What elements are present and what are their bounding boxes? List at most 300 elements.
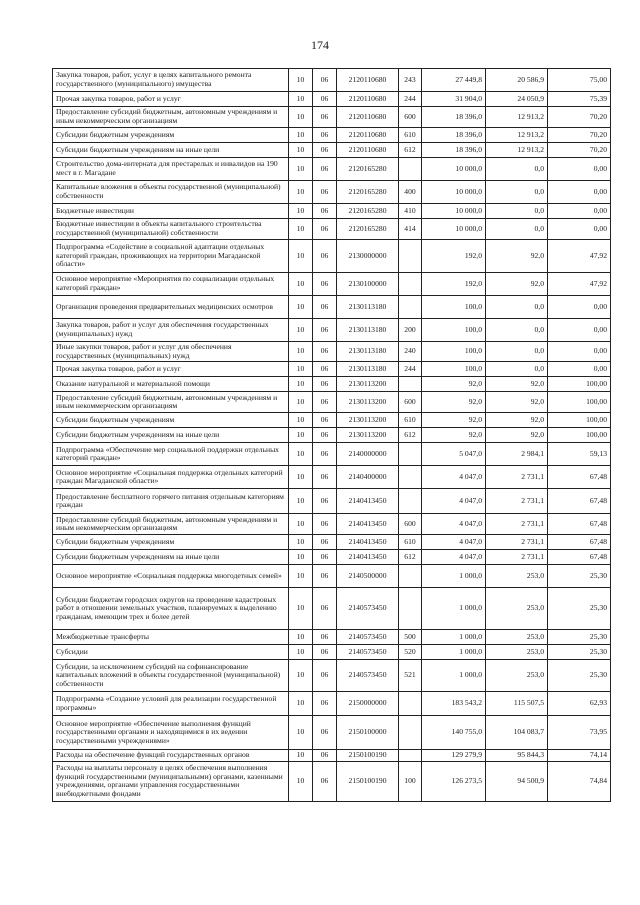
row-name-cell: Основное мероприятие «Социальная поддержка многодетных семей» [53,565,289,588]
table-row [53,565,611,588]
table-row [53,645,611,660]
row-pct-cell: 70,20 [548,128,611,143]
table-row [53,413,611,428]
row-vr-cell: 612 [399,550,422,565]
row-plan-cell: 129 279,9 [422,750,486,762]
row-pct-cell: 0,00 [548,219,611,240]
row-vr-cell [399,489,422,514]
row-pr-cell: 06 [313,392,337,413]
table-row [53,466,611,489]
row-fact-cell: 95 844,3 [486,750,548,762]
table-row [53,443,611,466]
row-plan-cell: 4 047,0 [422,550,486,565]
table-row [53,489,611,514]
row-name-cell: Предоставление субсидий бюджетным, автономным учреждениям и иным некоммерческим организациям [53,514,289,535]
row-fact-cell: 92,0 [486,377,548,392]
row-rz-cell: 10 [289,296,313,319]
row-plan-cell: 4 047,0 [422,489,486,514]
row-pr-cell: 06 [313,588,337,630]
row-cs-cell: 2140573450 [337,630,399,645]
row-vr-cell [399,377,422,392]
row-rz-cell: 10 [289,660,313,692]
row-vr-cell: 414 [399,219,422,240]
row-fact-cell: 0,0 [486,319,548,342]
row-plan-cell: 27 449,8 [422,69,486,92]
row-rz-cell: 10 [289,273,313,296]
row-rz-cell: 10 [289,761,313,801]
row-plan-cell: 100,0 [422,342,486,362]
row-fact-cell: 12 913,2 [486,128,548,143]
row-pr-cell: 06 [313,319,337,342]
row-plan-cell: 18 396,0 [422,107,486,128]
row-pct-cell: 100,00 [548,377,611,392]
row-fact-cell: 0,0 [486,204,548,219]
row-fact-cell: 12 913,2 [486,107,548,128]
row-fact-cell: 2 731,1 [486,514,548,535]
table-row [53,630,611,645]
row-name-cell: Организация проведения предварительных медицинских осмотров [53,296,289,319]
row-rz-cell: 10 [289,466,313,489]
row-cs-cell: 2130113180 [337,342,399,362]
row-pr-cell: 06 [313,219,337,240]
row-pct-cell: 0,00 [548,362,611,377]
row-plan-cell: 1 000,0 [422,630,486,645]
row-fact-cell: 92,0 [486,273,548,296]
row-plan-cell: 140 755,0 [422,716,486,750]
row-fact-cell: 92,0 [486,413,548,428]
row-vr-cell: 200 [399,319,422,342]
row-rz-cell: 10 [289,514,313,535]
row-plan-cell: 1 000,0 [422,588,486,630]
row-pr-cell: 06 [313,143,337,158]
row-fact-cell: 92,0 [486,240,548,273]
row-name-cell: Строительство дома-интерната для престарелых и инвалидов на 190 мест в г. Магадане [53,158,289,181]
row-plan-cell: 1 000,0 [422,565,486,588]
row-plan-cell: 18 396,0 [422,128,486,143]
row-cs-cell: 2150000000 [337,692,399,716]
row-rz-cell: 10 [289,342,313,362]
row-name-cell: Прочая закупка товаров, работ и услуг [53,362,289,377]
row-pct-cell: 74,14 [548,750,611,762]
table-row [53,588,611,630]
table-row [53,377,611,392]
table-row [53,296,611,319]
row-pr-cell: 06 [313,69,337,92]
row-plan-cell: 1 000,0 [422,645,486,660]
row-pr-cell: 06 [313,660,337,692]
row-vr-cell [399,296,422,319]
row-pct-cell: 0,00 [548,319,611,342]
row-fact-cell: 0,0 [486,181,548,204]
page-number: 174 [311,38,329,52]
row-pr-cell: 06 [313,296,337,319]
row-cs-cell: 2130100000 [337,273,399,296]
row-rz-cell: 10 [289,392,313,413]
row-vr-cell: 610 [399,535,422,550]
row-rz-cell: 10 [289,128,313,143]
row-rz-cell: 10 [289,240,313,273]
row-cs-cell: 2150100000 [337,716,399,750]
row-name-cell: Капитальные вложения в объекты государственной (муниципальной) собственности [53,181,289,204]
row-rz-cell: 10 [289,588,313,630]
table-row [53,692,611,716]
row-cs-cell: 2120165280 [337,219,399,240]
row-name-cell: Расходы на обеспечение функций государственных органов [53,750,289,762]
row-pr-cell: 06 [313,240,337,273]
row-rz-cell: 10 [289,716,313,750]
row-fact-cell: 253,0 [486,660,548,692]
row-name-cell: Бюджетные инвестиции [53,204,289,219]
row-pct-cell: 0,00 [548,342,611,362]
row-fact-cell: 2 984,1 [486,443,548,466]
row-pr-cell: 06 [313,428,337,443]
row-name-cell: Закупка товаров, работ, услуг в целях капитального ремонта государственного (муниципального) имущества [53,69,289,92]
row-fact-cell: 2 731,1 [486,550,548,565]
row-vr-cell: 610 [399,128,422,143]
row-fact-cell: 92,0 [486,428,548,443]
row-pr-cell: 06 [313,204,337,219]
row-plan-cell: 10 000,0 [422,158,486,181]
row-rz-cell: 10 [289,92,313,107]
row-plan-cell: 92,0 [422,377,486,392]
row-vr-cell [399,588,422,630]
row-pr-cell: 06 [313,514,337,535]
row-vr-cell: 520 [399,645,422,660]
row-name-cell: Бюджетные инвестиции в объекты капитального строительства государственной (муниципальной) собственности [53,219,289,240]
row-pr-cell: 06 [313,750,337,762]
row-vr-cell: 240 [399,342,422,362]
row-pct-cell: 25,30 [548,660,611,692]
row-rz-cell: 10 [289,428,313,443]
row-vr-cell [399,716,422,750]
row-vr-cell: 600 [399,514,422,535]
row-cs-cell: 2120165280 [337,181,399,204]
table-row [53,392,611,413]
row-plan-cell: 1 000,0 [422,660,486,692]
row-plan-cell: 100,0 [422,362,486,377]
row-pr-cell: 06 [313,181,337,204]
row-name-cell: Предоставление субсидий бюджетным, автономным учреждениям и иным некоммерческим организациям [53,107,289,128]
row-rz-cell: 10 [289,750,313,762]
row-vr-cell: 244 [399,92,422,107]
row-cs-cell: 2140413450 [337,535,399,550]
row-plan-cell: 192,0 [422,240,486,273]
row-rz-cell: 10 [289,143,313,158]
row-vr-cell: 100 [399,761,422,801]
row-rz-cell: 10 [289,630,313,645]
row-pct-cell: 0,00 [548,181,611,204]
row-fact-cell: 20 586,9 [486,69,548,92]
budget-table [52,68,611,802]
table-row [53,204,611,219]
row-cs-cell: 2130113180 [337,362,399,377]
row-fact-cell: 2 731,1 [486,535,548,550]
row-pr-cell: 06 [313,413,337,428]
row-rz-cell: 10 [289,69,313,92]
table-row [53,750,611,762]
row-fact-cell: 2 731,1 [486,489,548,514]
row-pr-cell: 06 [313,342,337,362]
row-cs-cell: 2130113200 [337,377,399,392]
row-pct-cell: 0,00 [548,204,611,219]
row-name-cell: Межбюджетные трансферты [53,630,289,645]
table-row [53,342,611,362]
table-row [53,428,611,443]
row-cs-cell: 2140413450 [337,489,399,514]
row-cs-cell: 2130113200 [337,428,399,443]
row-cs-cell: 2140573450 [337,645,399,660]
row-vr-cell: 243 [399,69,422,92]
row-pr-cell: 06 [313,443,337,466]
row-plan-cell: 183 543,2 [422,692,486,716]
row-cs-cell: 2140413450 [337,514,399,535]
row-pct-cell: 62,93 [548,692,611,716]
row-cs-cell: 2120110680 [337,107,399,128]
row-pr-cell: 06 [313,158,337,181]
row-cs-cell: 2150100190 [337,750,399,762]
row-plan-cell: 31 904,0 [422,92,486,107]
row-rz-cell: 10 [289,550,313,565]
row-name-cell: Подпрограмма «Обеспечение мер социальной поддержки отдельных категорий граждан» [53,443,289,466]
row-rz-cell: 10 [289,413,313,428]
row-vr-cell: 500 [399,630,422,645]
row-pct-cell: 67,48 [548,550,611,565]
table-row [53,181,611,204]
row-pct-cell: 25,30 [548,565,611,588]
row-fact-cell: 2 731,1 [486,466,548,489]
row-plan-cell: 92,0 [422,392,486,413]
table-row [53,362,611,377]
row-name-cell: Субсидии, за исключением субсидий на софинансирование капитальных вложений в объекты государственной (муниципальной) собственности [53,660,289,692]
row-plan-cell: 4 047,0 [422,514,486,535]
row-fact-cell: 12 913,2 [486,143,548,158]
row-pr-cell: 06 [313,466,337,489]
row-name-cell: Прочая закупка товаров, работ и услуг [53,92,289,107]
row-pr-cell: 06 [313,716,337,750]
row-fact-cell: 0,0 [486,362,548,377]
table-row [53,92,611,107]
row-pr-cell: 06 [313,489,337,514]
row-name-cell: Субсидии бюджетным учреждениям [53,128,289,143]
row-name-cell: Субсидии [53,645,289,660]
row-name-cell: Основное мероприятие «Социальная поддержка отдельных категорий граждан Магаданской области» [53,466,289,489]
row-fact-cell: 94 500,9 [486,761,548,801]
row-fact-cell: 253,0 [486,645,548,660]
row-pr-cell: 06 [313,362,337,377]
row-plan-cell: 192,0 [422,273,486,296]
row-cs-cell: 2120165280 [337,204,399,219]
row-cs-cell: 2120165280 [337,158,399,181]
row-pct-cell: 70,20 [548,107,611,128]
row-plan-cell: 100,0 [422,296,486,319]
row-pct-cell: 70,20 [548,143,611,158]
row-pr-cell: 06 [313,92,337,107]
row-pct-cell: 25,30 [548,645,611,660]
row-plan-cell: 4 047,0 [422,535,486,550]
row-rz-cell: 10 [289,645,313,660]
row-fact-cell: 0,0 [486,219,548,240]
row-fact-cell: 24 050,9 [486,92,548,107]
row-fact-cell: 253,0 [486,630,548,645]
row-cs-cell: 2130113180 [337,296,399,319]
row-pct-cell: 100,00 [548,413,611,428]
row-name-cell: Субсидии бюджетным учреждениям [53,413,289,428]
row-pr-cell: 06 [313,645,337,660]
row-name-cell: Основное мероприятие «Мероприятия по социализации отдельных категорий граждан» [53,273,289,296]
row-vr-cell: 612 [399,428,422,443]
row-pct-cell: 67,48 [548,466,611,489]
row-fact-cell: 0,0 [486,158,548,181]
row-name-cell: Закупка товаров, работ и услуг для обеспечения государственных (муниципальных) нужд [53,319,289,342]
row-pct-cell: 0,00 [548,296,611,319]
row-pr-cell: 06 [313,535,337,550]
row-name-cell: Субсидии бюджетным учреждениям на иные цели [53,143,289,158]
row-fact-cell: 0,0 [486,296,548,319]
row-pct-cell: 25,30 [548,630,611,645]
row-cs-cell: 2130113200 [337,392,399,413]
row-name-cell: Субсидии бюджетным учреждениям на иные цели [53,550,289,565]
row-vr-cell: 244 [399,362,422,377]
row-cs-cell: 2120110680 [337,92,399,107]
row-rz-cell: 10 [289,489,313,514]
row-pr-cell: 06 [313,761,337,801]
row-pct-cell: 73,95 [548,716,611,750]
row-cs-cell: 2140573450 [337,660,399,692]
row-cs-cell: 2130000000 [337,240,399,273]
row-plan-cell: 100,0 [422,319,486,342]
row-rz-cell: 10 [289,443,313,466]
row-rz-cell: 10 [289,107,313,128]
table-row [53,158,611,181]
row-name-cell: Подпрограмма «Содействие в социальной адаптации отдельных категорий граждан, проживающих на территории Магаданской области» [53,240,289,273]
row-pct-cell: 67,48 [548,535,611,550]
row-pct-cell: 59,13 [548,443,611,466]
row-pr-cell: 06 [313,128,337,143]
row-vr-cell: 521 [399,660,422,692]
row-plan-cell: 10 000,0 [422,219,486,240]
row-pct-cell: 100,00 [548,392,611,413]
row-vr-cell [399,158,422,181]
row-vr-cell: 400 [399,181,422,204]
table-row [53,550,611,565]
row-name-cell: Подпрограмма «Создание условий для реализации государственной программы» [53,692,289,716]
row-vr-cell [399,692,422,716]
row-fact-cell: 115 507,5 [486,692,548,716]
row-pct-cell: 75,39 [548,92,611,107]
row-fact-cell: 92,0 [486,392,548,413]
row-pr-cell: 06 [313,273,337,296]
row-name-cell: Расходы на выплаты персоналу в целях обеспечения выполнения функций государственными (муниципальными) органами, казенными учреждениями, органами управления государственными внебюджетными фондами [53,761,289,801]
row-fact-cell: 0,0 [486,342,548,362]
table-row [53,660,611,692]
row-pct-cell: 75,00 [548,69,611,92]
row-name-cell: Субсидии бюджетным учреждениям на иные цели [53,428,289,443]
row-rz-cell: 10 [289,158,313,181]
row-pct-cell: 74,84 [548,761,611,801]
row-rz-cell: 10 [289,692,313,716]
row-rz-cell: 10 [289,565,313,588]
row-plan-cell: 126 273,5 [422,761,486,801]
row-pr-cell: 06 [313,565,337,588]
row-cs-cell: 2140413450 [337,550,399,565]
row-cs-cell: 2130113180 [337,319,399,342]
row-name-cell: Предоставление бесплатного горячего питания отдельным категориям граждан [53,489,289,514]
row-cs-cell: 2140573450 [337,588,399,630]
row-cs-cell: 2150100190 [337,761,399,801]
row-pct-cell: 47,92 [548,273,611,296]
row-plan-cell: 18 396,0 [422,143,486,158]
table-row [53,143,611,158]
row-pr-cell: 06 [313,692,337,716]
row-pct-cell: 67,48 [548,489,611,514]
row-cs-cell: 2140500000 [337,565,399,588]
row-pr-cell: 06 [313,107,337,128]
row-pct-cell: 67,48 [548,514,611,535]
table-row [53,128,611,143]
row-name-cell: Субсидии бюджетам городских округов на проведение кадастровых работ в отношении земельных участков, планируемых к выделению гражданам, имеющим трех и более детей [53,588,289,630]
row-pr-cell: 06 [313,377,337,392]
row-vr-cell: 610 [399,413,422,428]
row-fact-cell: 253,0 [486,588,548,630]
row-cs-cell: 2120110680 [337,143,399,158]
row-rz-cell: 10 [289,377,313,392]
row-vr-cell: 600 [399,392,422,413]
row-pct-cell: 0,00 [548,158,611,181]
table-row [53,107,611,128]
row-vr-cell: 612 [399,143,422,158]
row-cs-cell: 2120110680 [337,69,399,92]
row-rz-cell: 10 [289,219,313,240]
row-fact-cell: 104 083,7 [486,716,548,750]
table-row [53,240,611,273]
row-pr-cell: 06 [313,550,337,565]
row-vr-cell [399,750,422,762]
row-vr-cell [399,565,422,588]
table-row [53,219,611,240]
row-name-cell: Оказание натуральной и материальной помощи [53,377,289,392]
table-row [53,716,611,750]
row-vr-cell [399,273,422,296]
row-cs-cell: 2140000000 [337,443,399,466]
row-name-cell: Субсидии бюджетным учреждениям [53,535,289,550]
row-plan-cell: 92,0 [422,413,486,428]
row-plan-cell: 4 047,0 [422,466,486,489]
table-row [53,273,611,296]
row-vr-cell [399,240,422,273]
row-vr-cell: 600 [399,107,422,128]
row-pct-cell: 47,92 [548,240,611,273]
row-name-cell: Иные закупки товаров, работ и услуг для обеспечения государственных (муниципальных) нужд [53,342,289,362]
table-row [53,535,611,550]
table-row [53,514,611,535]
row-rz-cell: 10 [289,204,313,219]
row-pr-cell: 06 [313,630,337,645]
row-fact-cell: 253,0 [486,565,548,588]
row-cs-cell: 2140400000 [337,466,399,489]
row-rz-cell: 10 [289,181,313,204]
row-rz-cell: 10 [289,319,313,342]
row-cs-cell: 2130113200 [337,413,399,428]
row-plan-cell: 10 000,0 [422,204,486,219]
row-rz-cell: 10 [289,362,313,377]
row-rz-cell: 10 [289,535,313,550]
row-plan-cell: 5 047,0 [422,443,486,466]
row-cs-cell: 2120110680 [337,128,399,143]
row-name-cell: Предоставление субсидий бюджетным, автономным учреждениям и иным некоммерческим организациям [53,392,289,413]
row-vr-cell: 410 [399,204,422,219]
row-vr-cell [399,466,422,489]
row-plan-cell: 10 000,0 [422,181,486,204]
